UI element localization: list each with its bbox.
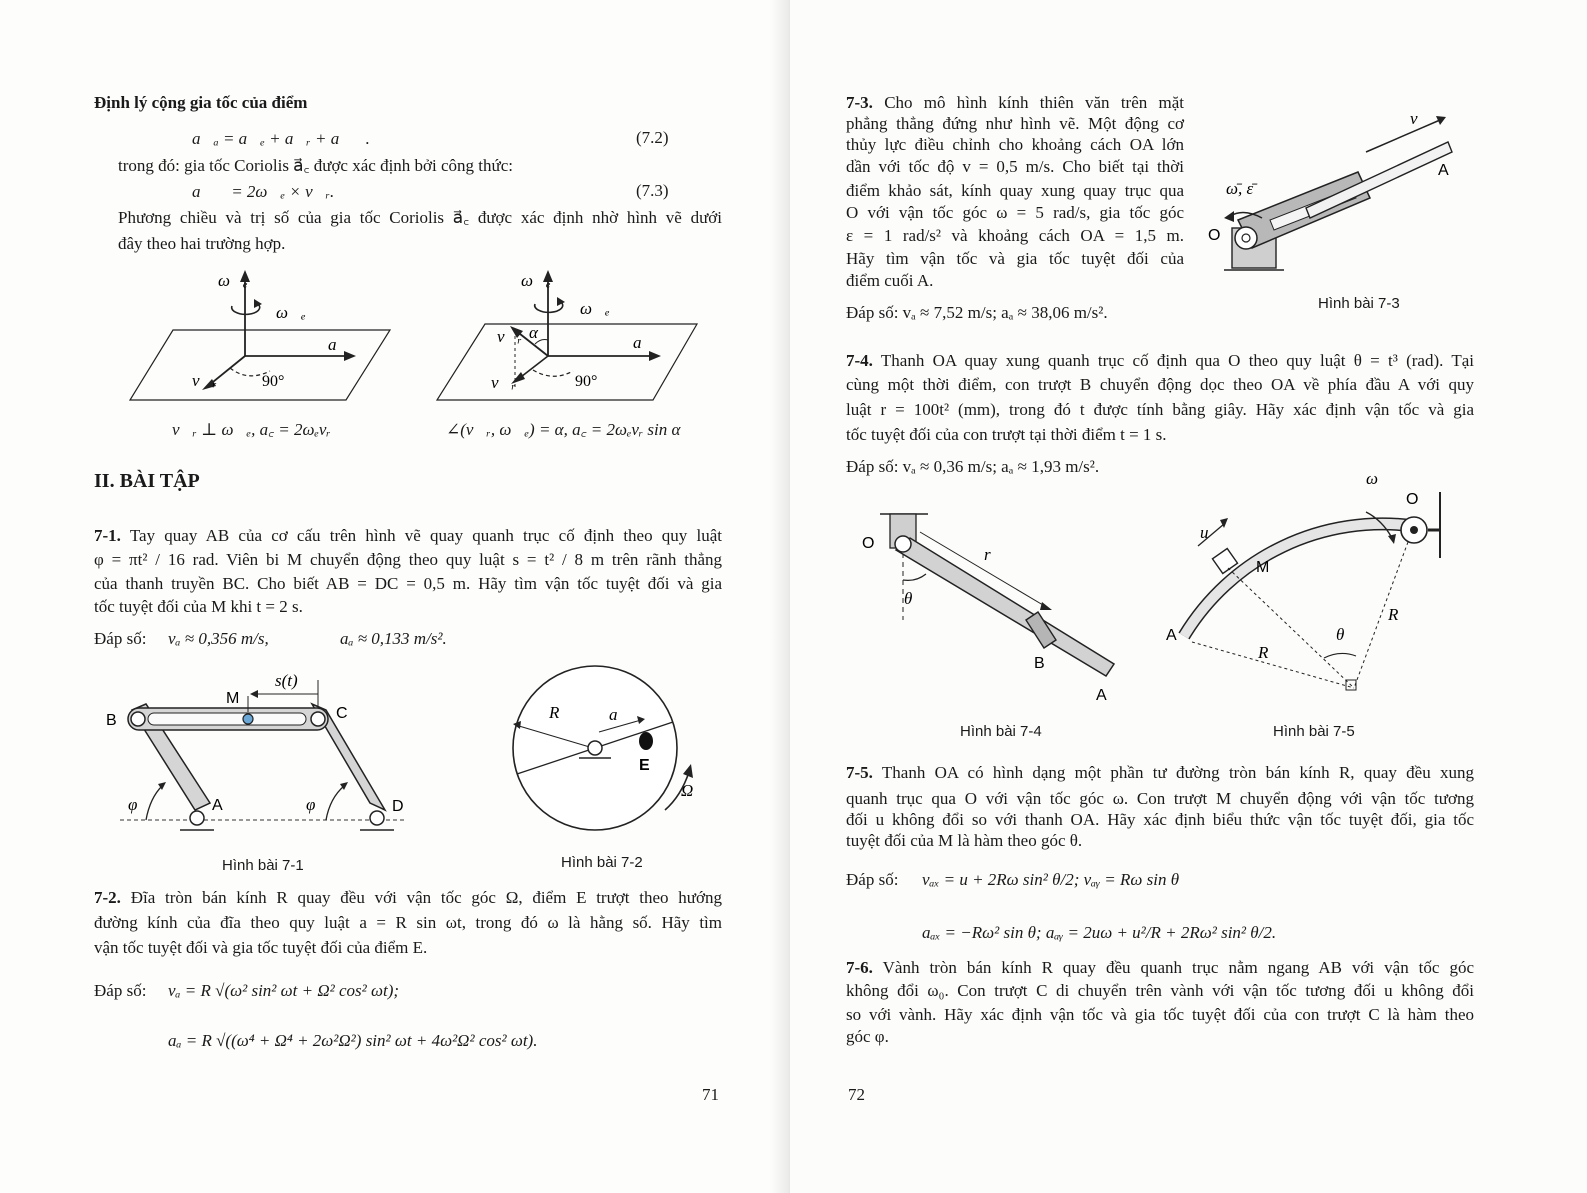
- problem-7-4-line: luật r = 100t² (mm), trong đó t được tính bằng giây. Hãy xác định vận tốc và gia: [846, 400, 1474, 419]
- answer-label: Đáp số:: [94, 981, 147, 1000]
- velocity-label: v⃗ᵣ: [491, 373, 516, 392]
- problem-7-1-line: tốc tuyệt đối của M khi t = 2 s.: [94, 597, 303, 616]
- figure-7-1-mechanism: [100, 668, 420, 843]
- problem-7-3-line: phẳng thẳng đứng như hình vẽ. Một động cơ: [846, 114, 1184, 133]
- label-phi: φ: [128, 795, 138, 814]
- pivot-o-inner: [1242, 234, 1250, 242]
- pivot-a: [190, 811, 204, 825]
- joint-c: [311, 712, 325, 726]
- problem-number: 7-2.: [94, 888, 121, 907]
- label-omega: ω: [1366, 469, 1379, 488]
- figure-7-4-rod: [862, 500, 1136, 710]
- label-o: O: [1208, 227, 1221, 244]
- figure-caption: Hình bài 7-2: [561, 854, 643, 871]
- center-pivot: [588, 741, 602, 755]
- label-r: R: [549, 703, 560, 722]
- problem-7-1-line: [94, 525, 722, 546]
- slider-e: [639, 732, 653, 750]
- arrowhead: [250, 690, 258, 698]
- coriolis-label: a⃗꜀: [328, 335, 363, 354]
- problem-text: Thanh OA quay xung quanh trục cố định qua O theo quy luật θ = t³ (rad). Tại: [880, 351, 1474, 370]
- right-page: [790, 0, 1587, 1193]
- theta-arc: [903, 574, 926, 580]
- omega-label: ω⃗ₑ: [218, 271, 248, 290]
- pivot-d: [370, 811, 384, 825]
- problem-7-5-line: đối u không đổi so với thanh OA. Hãy xác định biểu thức vận tốc tuyệt đối, gia tốc: [846, 810, 1474, 829]
- problem-7-2-line: [94, 887, 722, 908]
- label-omega: Ω: [681, 781, 694, 800]
- problem-7-3-line: điểm khảo sát, kính quay xung quay trục qua: [846, 181, 1184, 200]
- equation-7-2: a⃗ₐ = a⃗ₑ + a⃗ᵣ + a⃗꜀.: [192, 129, 370, 148]
- label-omega-epsilon: ω̄, ε̄: [1226, 179, 1254, 198]
- problem-7-5-line: quanh trục qua O với vận tốc góc ω. Con trượt M chuyển động với vận tốc tương: [846, 789, 1474, 808]
- figure-7-2-disk: [505, 662, 705, 842]
- problem-text: Vành tròn bán kính R quay đều quanh trục nằm ngang AB với vận tốc góc: [882, 958, 1474, 977]
- velocity-label: v⃗ᵣ: [497, 327, 522, 346]
- problem-7-4-line: cùng một thời điểm, con trượt B chuyển động dọc theo OA về phía đầu A với quy: [846, 375, 1474, 394]
- slot: [148, 713, 306, 725]
- omega-label: ω⃗ₑ: [580, 299, 610, 318]
- answer-acceleration: aₐₓ = −Rω² sin θ; aₐᵧ = 2uω + u²/R + 2Rω² sin² θ/2.: [922, 923, 1277, 942]
- answer-velocity: vₐ = R √(ω² sin² ωt + Ω² cos² ωt);: [168, 981, 400, 1000]
- problem-7-3-line: dần với tốc độ v = 0,5 m/s. Cho biết tại thời: [846, 157, 1184, 176]
- label-b: B: [1034, 655, 1045, 672]
- arrowhead: [649, 351, 661, 361]
- problem-7-5-line: tuyệt đối của M là hàm theo góc θ.: [846, 831, 1083, 850]
- rod-oa: [896, 538, 1114, 676]
- label-e: E: [639, 757, 650, 774]
- answer-label: Đáp số:: [94, 629, 147, 648]
- problem-text: Tay quay AB của cơ cấu trên hình vẽ quay quanh trục cố định theo quy luật: [129, 526, 722, 545]
- coriolis-label: a⃗꜀: [633, 333, 668, 352]
- label-r: R: [1258, 643, 1269, 662]
- label-m: M: [1256, 559, 1270, 576]
- problem-7-6-line: không đổi ω₀. Con trượt C di chuyển trên vành với vận tốc tương đối u không đổi: [846, 981, 1474, 1000]
- label-d: D: [392, 798, 404, 815]
- problem-7-1-line: φ = πt² / 16 rad. Viên bi M chuyển động theo quy luật s = t² / 8 m trên rãnh thẳng: [94, 550, 722, 569]
- figure-7-5-quarter-arc: [1166, 468, 1470, 703]
- page-number: 72: [848, 1085, 865, 1104]
- label-theta: θ: [1336, 625, 1345, 644]
- theorem-title: Định lý cộng gia tốc của điểm: [94, 93, 308, 112]
- angle-label: 90°: [575, 373, 598, 390]
- omega-label: ω⃗ₑ: [276, 303, 306, 322]
- problem-7-6-line: [846, 957, 1474, 978]
- label-v: v⃗: [1410, 109, 1431, 128]
- arrowhead: [254, 299, 262, 308]
- alpha-label: α: [529, 323, 538, 342]
- label-a: a: [609, 705, 618, 724]
- arrowhead: [683, 764, 693, 778]
- answer-velocity: vₐ ≈ 0,356 m/s,: [168, 629, 269, 648]
- angle-arc: [146, 786, 162, 820]
- angle-arc: [326, 786, 344, 820]
- answer-acceleration: aₐ = R √((ω⁴ + Ω⁴ + 2ω²Ω²) sin² ωt + 4ω²Ω² cos² ωt).: [168, 1031, 538, 1050]
- answer-acceleration: aₐ ≈ 0,133 m/s².: [340, 629, 447, 648]
- label-m: M: [226, 690, 240, 707]
- coriolis-diagram-perpendicular: [128, 268, 393, 408]
- label-c: C: [336, 705, 348, 722]
- problem-7-3-line: [846, 92, 1184, 113]
- velocity-label: v⃗ᵣ: [192, 371, 217, 390]
- label-o: O: [862, 535, 875, 552]
- label-s: s(t): [275, 671, 298, 690]
- arrowhead: [557, 297, 565, 306]
- theta-arc: [1324, 653, 1356, 658]
- arrowhead: [1388, 534, 1396, 544]
- answer-7-3: Đáp số: vₐ ≈ 7,52 m/s; aₐ ≈ 38,06 m/s².: [846, 303, 1108, 322]
- problem-number: 7-5.: [846, 763, 873, 782]
- section-title: II. BÀI TẬP: [94, 470, 200, 492]
- radius-line: [1354, 542, 1408, 688]
- problem-number: 7-3.: [846, 93, 873, 112]
- label-theta: θ: [904, 589, 913, 608]
- label-a: A: [1438, 162, 1449, 179]
- problem-7-6-line: so với vành. Hãy xác định vận tốc và gia tốc tuyệt đối của con trượt C là hàm theo: [846, 1005, 1474, 1024]
- problem-text: Thanh OA có hình dạng một phần tư đường tròn bán kính R, quay đều xung: [881, 763, 1474, 782]
- problem-number: 7-6.: [846, 958, 873, 977]
- problem-number: 7-4.: [846, 351, 873, 370]
- right-angle-arc: [533, 370, 573, 376]
- problem-7-6-line: góc φ.: [846, 1027, 889, 1046]
- figure-caption: v⃗ᵣ ⊥ ω⃗ₑ, a꜀ = 2ωₑvᵣ: [172, 420, 331, 439]
- arrowhead: [1040, 602, 1052, 610]
- arrowhead: [1224, 211, 1234, 222]
- coriolis-diagram-angled: [435, 268, 700, 408]
- left-page: [0, 0, 790, 1193]
- problem-7-4-line: [846, 350, 1474, 371]
- equation-number: (7.3): [636, 181, 669, 200]
- coriolis-intro: trong đó: gia tốc Coriolis a⃗꜀ được xác định bởi công thức:: [118, 156, 514, 175]
- problem-7-5-line: [846, 762, 1474, 783]
- problem-7-1-line: của thanh truyền BC. Cho biết AB = DC = 0,5 m. Hãy tìm vận tốc tuyệt đối và gia: [94, 574, 722, 593]
- ball-m: [243, 714, 253, 724]
- figure-caption: ∠(v⃗ᵣ, ω⃗ₑ) = α, a꜀ = 2ωₑvᵣ sin α: [446, 420, 681, 439]
- problem-7-2-line: vận tốc tuyệt đối và gia tốc tuyệt đối của điểm E.: [94, 938, 428, 957]
- equation-7-3: a⃗꜀ = 2ω⃗ₑ × v⃗ᵣ.: [192, 182, 335, 201]
- label-phi: φ: [306, 795, 316, 814]
- label-a: A: [212, 797, 223, 814]
- pivot-o-center: [1410, 526, 1418, 534]
- label-b: B: [106, 712, 117, 729]
- answer-velocity: vₐₓ = u + 2Rω sin² θ/2; vₐᵧ = Rω sin θ: [922, 870, 1180, 889]
- tube-oa: [1306, 142, 1452, 218]
- problem-text: Cho mô hình kính thiên văn trên mặt: [884, 93, 1184, 112]
- answer-7-4: Đáp số: vₐ ≈ 0,36 m/s; aₐ ≈ 1,93 m/s².: [846, 457, 1100, 476]
- label-u: u⃗: [1200, 523, 1222, 542]
- paragraph-line: Phương chiều và trị số của gia tốc Coriolis a⃗꜀ được xác định nhờ hình vẽ dưới: [118, 208, 722, 227]
- problem-7-3-line: O với vận tốc góc ω = 5 rad/s, gia tốc góc: [846, 203, 1184, 222]
- answer-label: Đáp số:: [846, 870, 899, 889]
- figure-caption: Hình bài 7-3: [1318, 295, 1400, 312]
- figure-7-3-telescope: [1208, 108, 1472, 288]
- figure-caption: Hình bài 7-1: [222, 857, 304, 874]
- angle-label: 90°: [262, 373, 285, 390]
- paragraph-line: đây theo hai trường hợp.: [118, 234, 286, 253]
- problem-7-3-line: ε = 1 rad/s² và khoảng cách OA = 1,5 m.: [846, 226, 1184, 245]
- label-r: r: [984, 545, 991, 564]
- problem-text: Đĩa tròn bán kính R quay đều với vận tốc góc Ω, điểm E trượt theo hướng: [130, 888, 723, 907]
- label-r: R: [1388, 605, 1399, 624]
- problem-7-3-line: thủy lực điều chỉnh cho khoảng cách OA lớn: [846, 135, 1184, 154]
- label-a: A: [1166, 627, 1177, 644]
- joint-b: [131, 712, 145, 726]
- figure-caption: Hình bài 7-4: [960, 723, 1042, 740]
- label-a: A: [1096, 687, 1107, 704]
- problem-number: 7-1.: [94, 526, 121, 545]
- problem-7-3-line: Hãy tìm vận tốc và gia tốc tuyệt đối của: [846, 249, 1184, 268]
- label-o: O: [1406, 491, 1419, 508]
- omega-label: ω⃗ₑ: [521, 271, 551, 290]
- problem-7-3-line: điểm cuối A.: [846, 271, 934, 290]
- figure-caption: Hình bài 7-5: [1273, 723, 1355, 740]
- equation-number: (7.2): [636, 128, 669, 147]
- page-number: 71: [702, 1085, 719, 1104]
- problem-7-2-line: đường kính của đĩa theo quy luật a = R sin ωt, trong đó ω là hằng số. Hãy tìm: [94, 913, 722, 932]
- problem-7-4-line: tốc tuyệt đối của con trượt tại thời điểm t = 1 s.: [846, 425, 1167, 444]
- pivot-o: [895, 536, 911, 552]
